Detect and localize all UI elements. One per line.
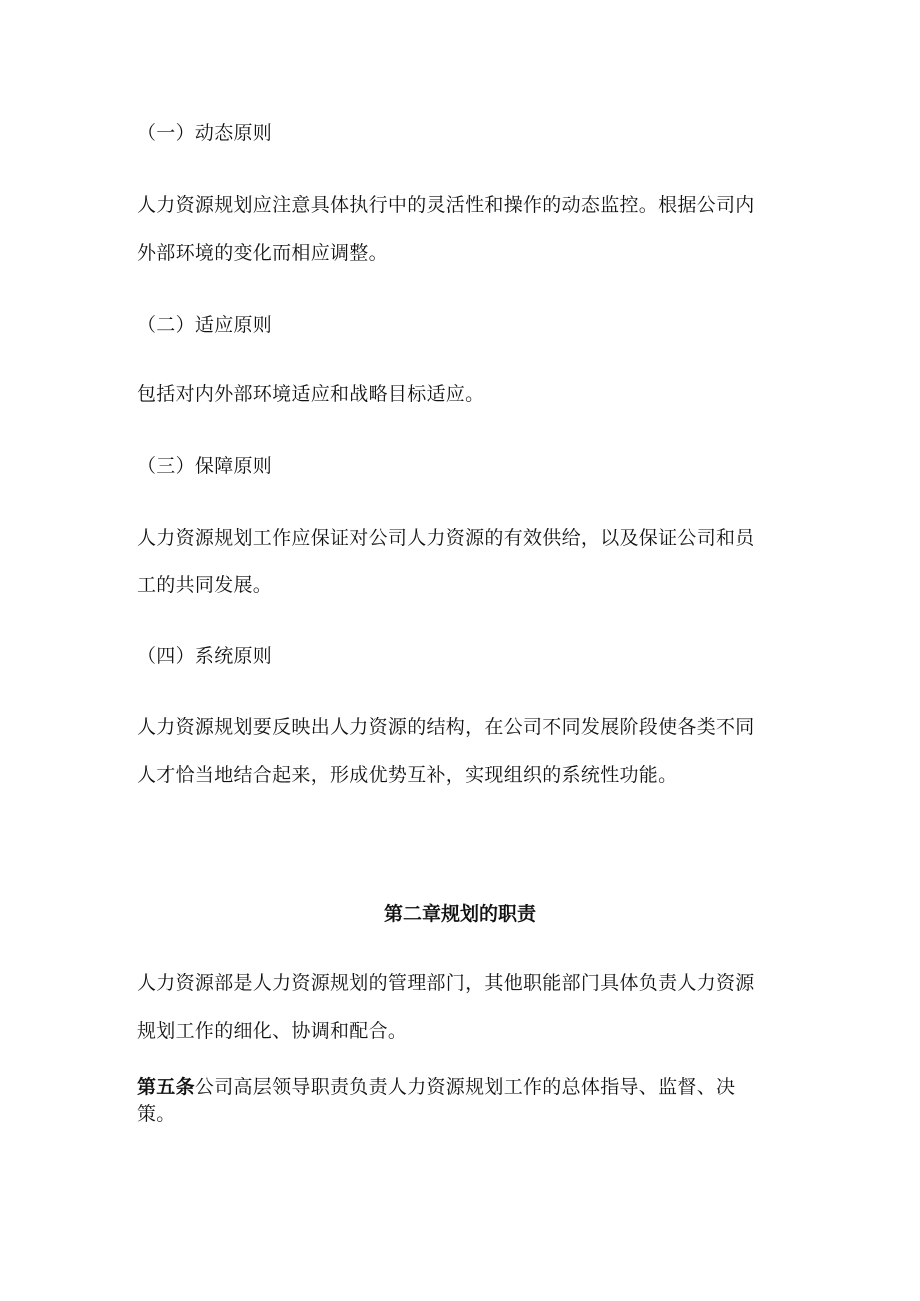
article-line-continued: 策。 xyxy=(137,1103,176,1125)
paragraph-line: 人力资源规划应注意具体执行中的灵活性和操作的动态监控。根据公司内 xyxy=(137,194,755,216)
paragraph-line: 人力资源规划要反映出人力资源的结构，在公司不同发展阶段使各类不同 xyxy=(137,716,755,738)
paragraph-line: 包括对内外部环境适应和战略目标适应。 xyxy=(137,383,485,405)
section-heading-guarantee: （三）保障原则 xyxy=(137,455,273,477)
paragraph-line: 工的共同发展。 xyxy=(137,574,273,596)
paragraph-line: 人力资源部是人力资源规划的管理部门，其他职能部门具体负责人力资源 xyxy=(137,972,755,994)
paragraph-line: 外部环境的变化而相应调整。 xyxy=(137,242,388,264)
section-heading-adaptive: （二）适应原则 xyxy=(137,314,273,336)
article-text: 公司高层领导职责负责人力资源规划工作的总体指导、监督、决 xyxy=(194,1076,736,1098)
paragraph-line: 人力资源规划工作应保证对公司人力资源的有效供给，以及保证公司和员 xyxy=(137,527,755,549)
article-label: 第五条 xyxy=(137,1076,195,1098)
paragraph-line: 人才恰当地结合起来，形成优势互补，实现组织的系统性功能。 xyxy=(137,764,678,786)
article-line xyxy=(137,1075,735,1099)
paragraph-line: 规划工作的细化、协调和配合。 xyxy=(137,1020,408,1042)
section-heading-dynamic: （一）动态原则 xyxy=(137,122,273,144)
section-heading-system: （四）系统原则 xyxy=(137,645,273,667)
chapter-title: 第二章规划的职责 xyxy=(383,903,536,925)
